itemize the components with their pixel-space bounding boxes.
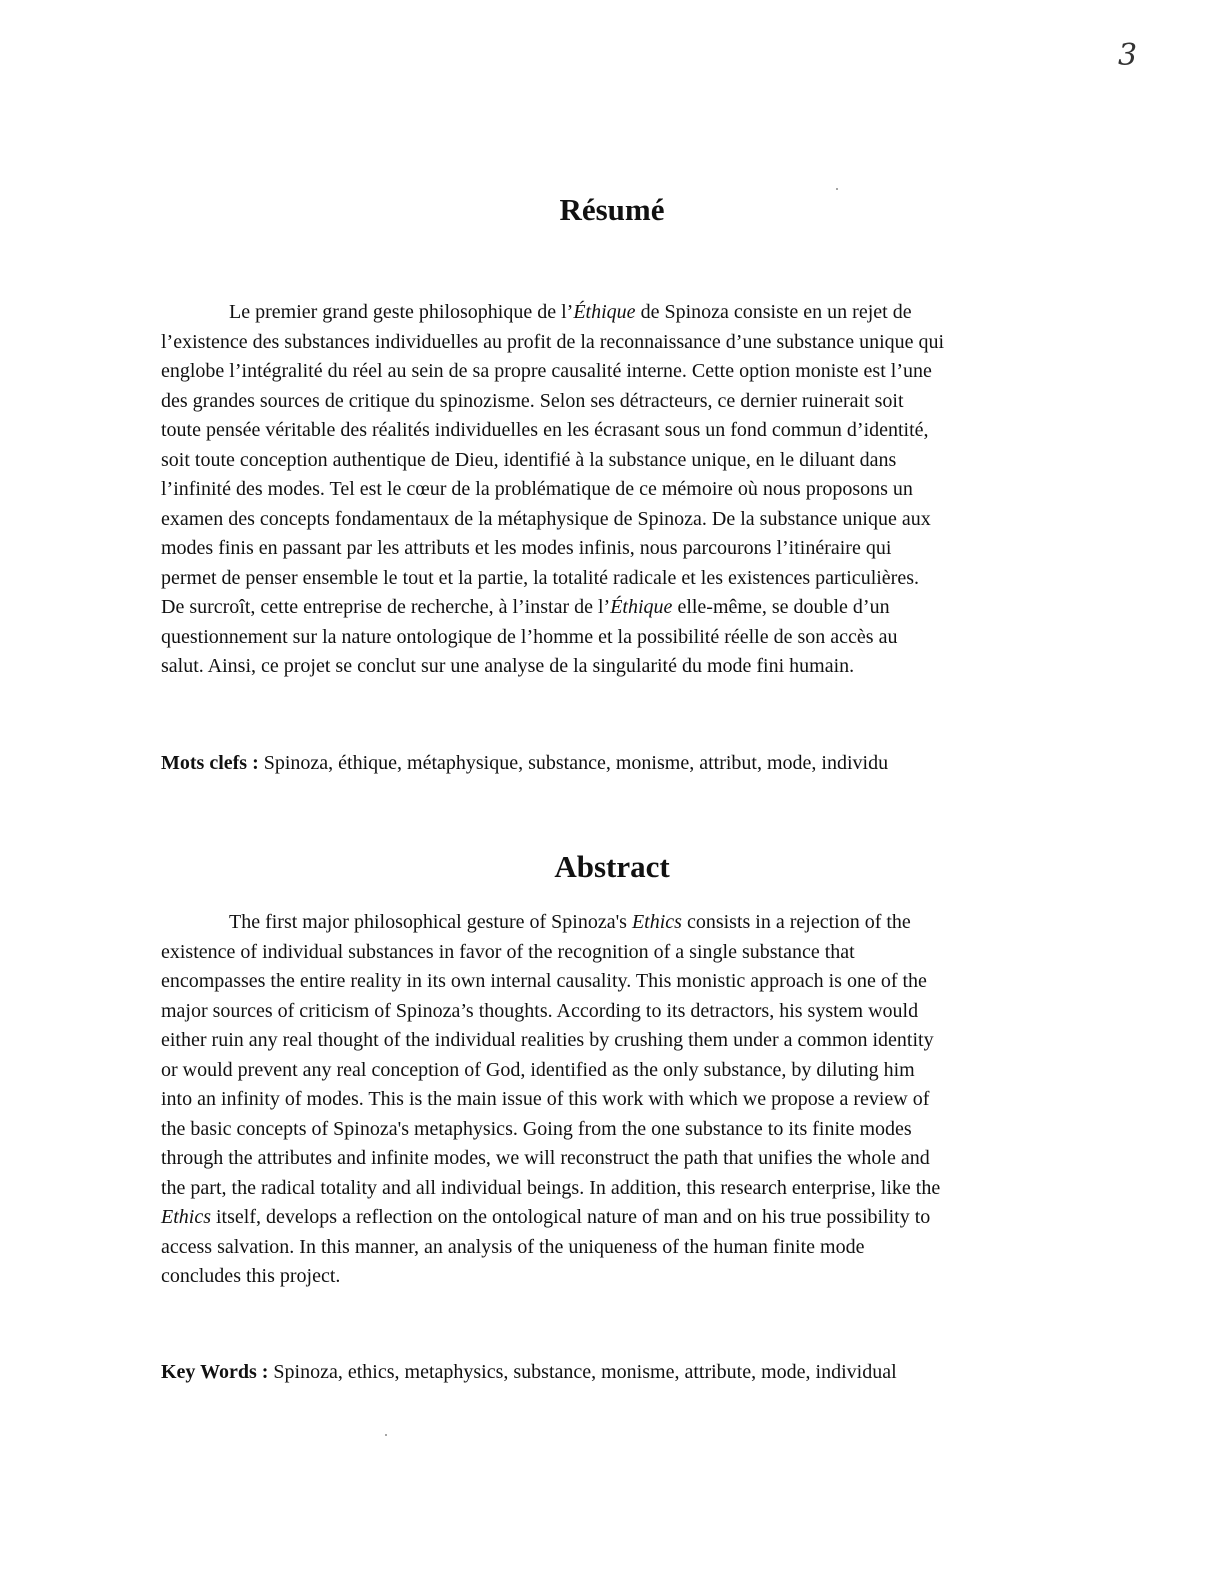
text-line: existence of individual substances in favor of the recognition of a single substance that bbox=[161, 940, 855, 963]
resume-title: Résumé bbox=[559, 192, 665, 227]
text-line: the basic concepts of Spinoza's metaphysics. Going from the one substance to its finite modes bbox=[161, 1117, 912, 1140]
text-line: through the attributes and infinite modes, we will reconstruct the path that unifies the whole and bbox=[161, 1147, 930, 1169]
text-line: or would prevent any real conception of God, identified as the only substance, by diluting him bbox=[161, 1058, 915, 1081]
italic-title: Ethics bbox=[161, 1206, 211, 1228]
keywords-label: Mots clefs : bbox=[161, 752, 259, 774]
text-line: Le premier grand geste philosophique de l’Éthique de Spinoza consiste en un rejet de bbox=[229, 301, 912, 323]
text-line: Ethics itself, develops a reflection on the ontological nature of man and on his true possibility to bbox=[161, 1206, 931, 1228]
italic-title: Ethics bbox=[631, 911, 682, 933]
text-line: toute pensée véritable des réalités individuelles en les écrasant sous un fond commun d’identité, bbox=[161, 419, 929, 441]
text-line: the part, the radical totality and all individual beings. In addition, this research enterprise, like the bbox=[161, 1176, 941, 1199]
text-line: questionnement sur la nature ontologique de l’homme et la possibilité réelle de son accès au bbox=[161, 625, 898, 648]
text-line: des grandes sources de critique du spinozisme. Selon ses détracteurs, ce dernier ruinerait soit bbox=[161, 389, 904, 412]
resume-keywords bbox=[161, 752, 888, 775]
text-line: l’infinité des modes. Tel est le cœur de la problématique de ce mémoire où nous proposons un bbox=[161, 478, 913, 500]
text-line: examen des concepts fondamentaux de la métaphysique de Spinoza. De la substance unique aux bbox=[161, 507, 931, 530]
text-line: permet de penser ensemble le tout et la partie, la totalité radicale et les existences particulières. bbox=[161, 566, 919, 589]
text-line: modes finis en passant par les attributs et les modes infinis, nous parcourons l’itinéraire qui bbox=[161, 537, 892, 559]
keywords-label: Key Words : bbox=[161, 1361, 269, 1383]
text-line: encompasses the entire reality in its own internal causality. This monistic approach is one of the bbox=[161, 970, 927, 992]
scan-speck bbox=[385, 1434, 387, 1436]
keywords-list: Spinoza, éthique, métaphysique, substance, monisme, attribut, mode, individu bbox=[258, 752, 889, 774]
text-line: l’existence des substances individuelles au profit de la reconnaissance d’une substance unique qui bbox=[161, 330, 945, 353]
text-line: englobe l’intégralité du réel au sein de sa propre causalité interne. Cette option moniste est l’une bbox=[161, 360, 932, 382]
italic-title: Éthique bbox=[573, 301, 636, 323]
text-line: soit toute conception authentique de Dieu, identifié à la substance unique, en le diluant dans bbox=[161, 448, 897, 471]
text-line: salut. Ainsi, ce projet se conclut sur une analyse de la singularité du mode fini humain. bbox=[161, 655, 855, 677]
page-number: 3 bbox=[1118, 38, 1138, 73]
text-line: either ruin any real thought of the individual realities by crushing them under a common identity bbox=[161, 1029, 934, 1051]
text-line: access salvation. In this manner, an analysis of the uniqueness of the human finite mode bbox=[161, 1235, 865, 1258]
keywords-list: Spinoza, ethics, metaphysics, substance, monisme, attribute, mode, individual bbox=[268, 1361, 897, 1383]
abstract-keywords bbox=[161, 1361, 897, 1384]
italic-title: Éthique bbox=[610, 596, 673, 618]
text-line: concludes this project. bbox=[161, 1265, 341, 1287]
scan-speck bbox=[836, 188, 838, 190]
text-line: De surcroît, cette entreprise de recherche, à l’instar de l’Éthique elle-même, se double d’un bbox=[161, 596, 890, 618]
text-line: The first major philosophical gesture of Spinoza's Ethics consists in a rejection of the bbox=[229, 911, 911, 933]
text-line: into an infinity of modes. This is the main issue of this work with which we propose a review of bbox=[161, 1088, 930, 1110]
text-line: major sources of criticism of Spinoza’s thoughts. According to its detractors, his system would bbox=[161, 999, 919, 1022]
abstract-paragraph bbox=[161, 908, 1073, 1292]
resume-paragraph bbox=[161, 298, 1073, 682]
abstract-title: Abstract bbox=[554, 849, 670, 884]
